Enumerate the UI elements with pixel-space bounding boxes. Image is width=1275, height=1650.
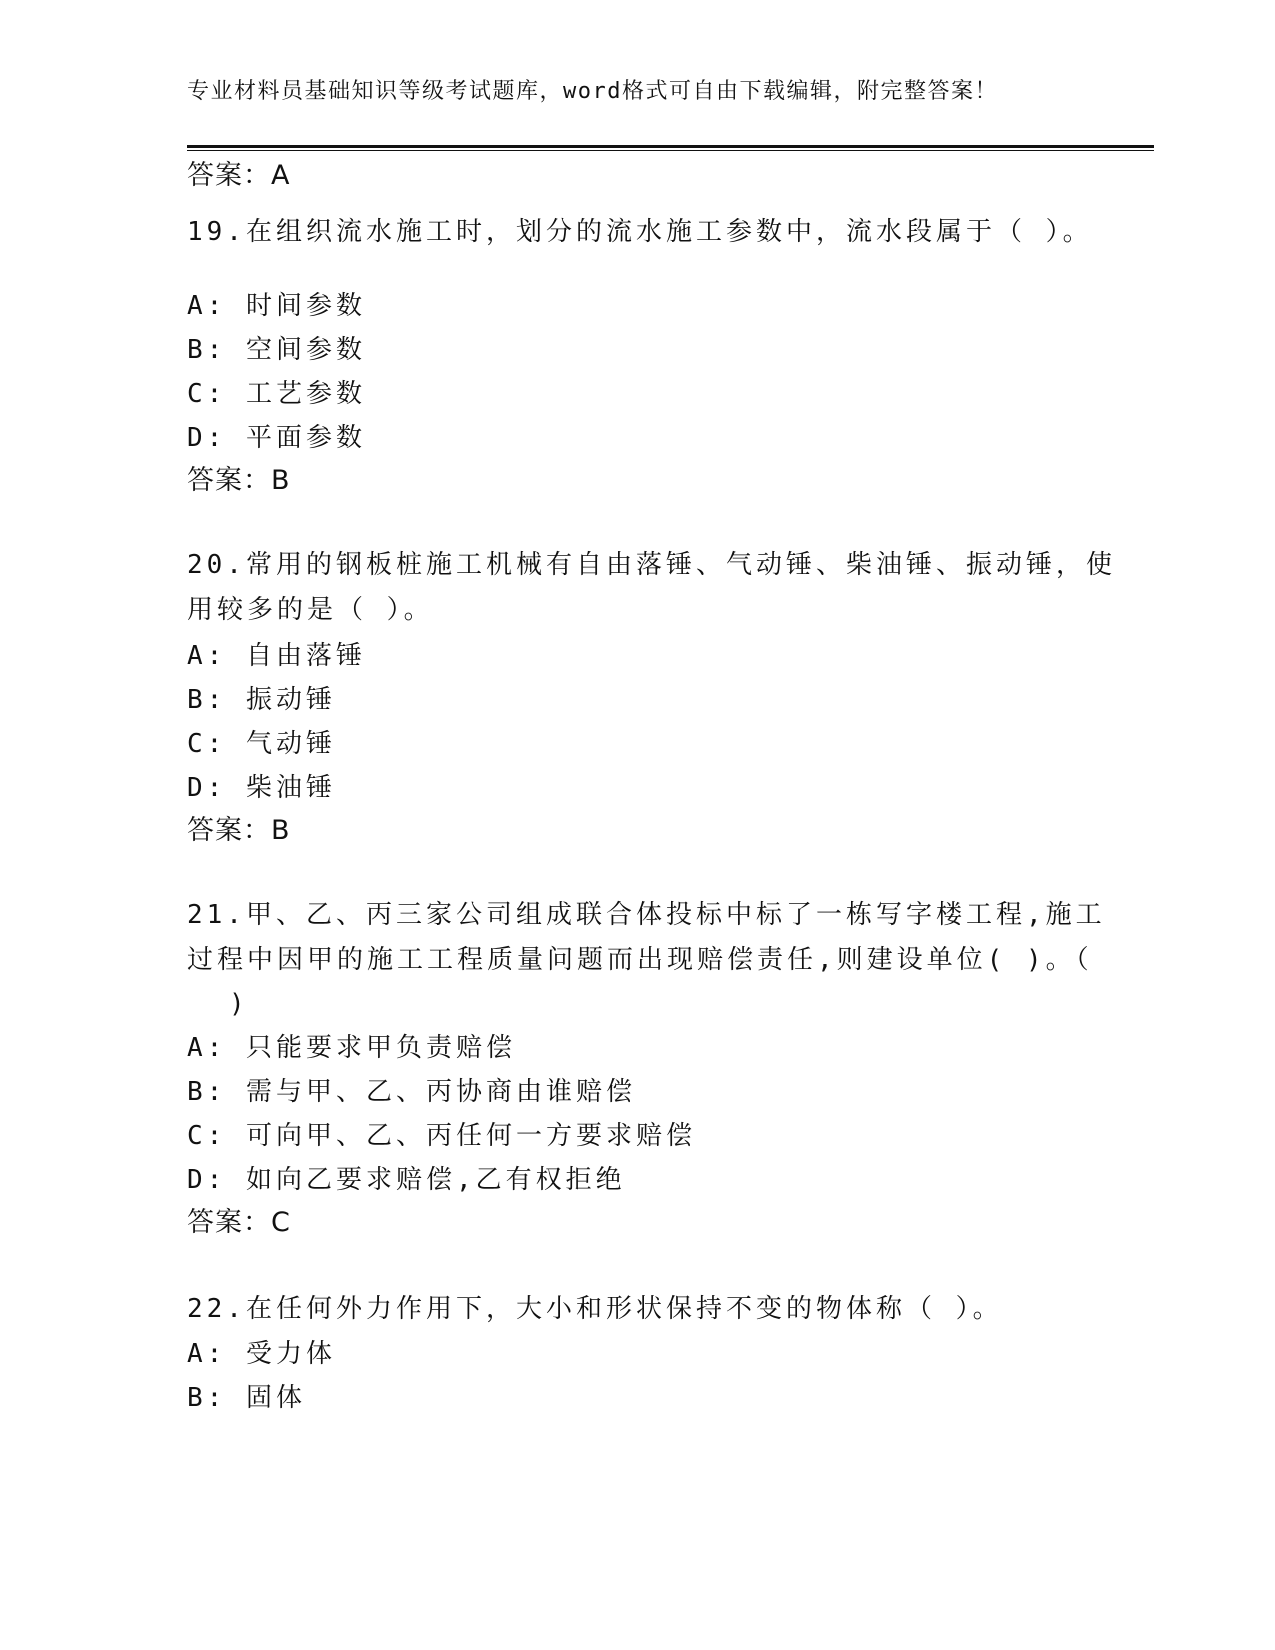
question-21-text-end: ): [229, 989, 249, 1019]
question-21-text: 21.甲、乙、丙三家公司组成联合体投标中标了一栋写字楼工程,施工: [187, 900, 1106, 930]
question-21-option-b: B: 需与甲、乙、丙协商由谁赔偿: [187, 1077, 636, 1107]
question-19-option-c: C: 工艺参数: [187, 379, 366, 409]
question-22-text: 22.在任何外力作用下，大小和形状保持不变的物体称（ ）。: [187, 1294, 1003, 1324]
page-header: 专业材料员基础知识等级考试题库，word格式可自由下载编辑，附完整答案！: [187, 79, 998, 104]
question-22-option-b: B: 固体: [187, 1383, 306, 1413]
question-21-option-d: D: 如向乙要求赔偿,乙有权拒绝: [187, 1165, 626, 1195]
question-20-option-b: B: 振动锤: [187, 685, 336, 715]
question-20-answer: 答案：B: [187, 815, 291, 846]
question-20-option-c: C: 气动锤: [187, 729, 336, 759]
question-19-answer: 答案：B: [187, 465, 291, 496]
answer-line: 答案：A: [187, 160, 291, 191]
question-21-option-c: C: 可向甲、乙、丙任何一方要求赔偿: [187, 1121, 696, 1151]
question-19-option-a: A: 时间参数: [187, 291, 366, 321]
question-21-answer: 答案：C: [187, 1207, 291, 1238]
question-19-option-d: D: 平面参数: [187, 423, 366, 453]
question-20-option-d: D: 柴油锤: [187, 773, 336, 803]
question-19-option-b: B: 空间参数: [187, 335, 366, 365]
question-20-option-a: A: 自由落锤: [187, 641, 366, 671]
question-22-option-a: A: 受力体: [187, 1339, 336, 1369]
question-19-text: 19.在组织流水施工时，划分的流水施工参数中，流水段属于（ ）。: [187, 217, 1093, 247]
header-divider: [187, 145, 1154, 148]
header-divider-thin: [187, 150, 1154, 151]
question-21-option-a: A: 只能要求甲负责赔偿: [187, 1033, 516, 1063]
question-21-text-cont: 过程中因甲的施工工程质量问题而出现赔偿责任,则建设单位( )。（: [187, 945, 1093, 975]
question-20-text: 20.常用的钢板桩施工机械有自由落锤、气动锤、柴油锤、振动锤，使: [187, 550, 1116, 580]
question-20-text-cont: 用较多的是（ ）。: [187, 595, 434, 625]
